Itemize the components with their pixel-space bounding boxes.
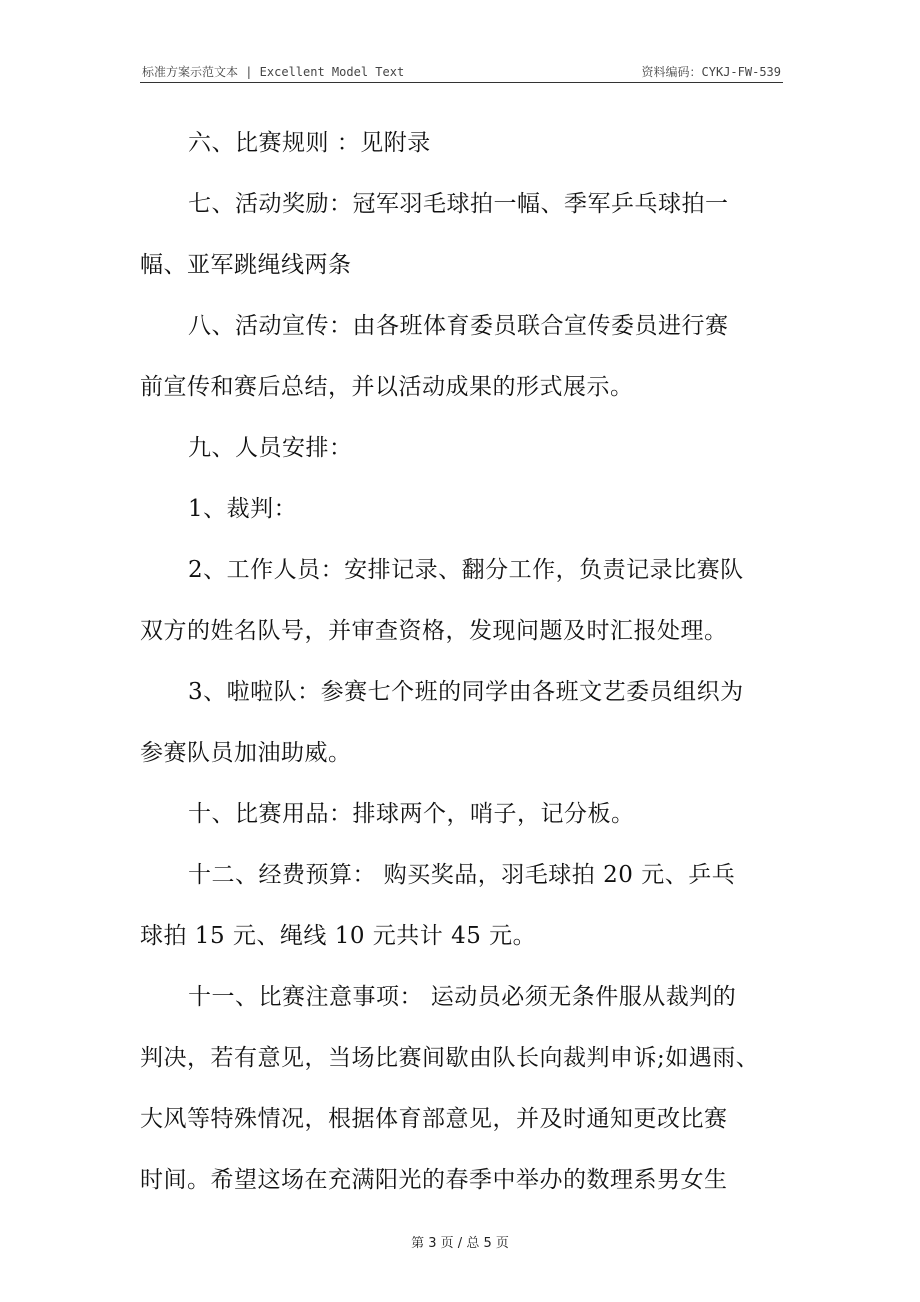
paragraph-line: 前宣传和赛后总结，并以活动成果的形式展示。: [140, 374, 634, 400]
paragraph-line: 六、比赛规则 ：见附录: [188, 130, 431, 156]
paragraph-line: 2、工作人员：安排记录、翻分工作，负责记录比赛队: [188, 557, 744, 583]
paragraph-line: 双方的姓名队号，并审查资格，发现问题及时汇报处理。: [140, 618, 728, 644]
paragraph-line: 十一、比赛注意事项： 运动员必须无条件服从裁判的: [188, 984, 737, 1010]
paragraph-line: 十二、经费预算： 购买奖品，羽毛球拍 20 元、乒乓: [188, 862, 736, 888]
page-footer: [0, 1232, 920, 1251]
paragraph-line: 参赛队员加油助威。: [140, 740, 352, 766]
header-title: 标准方案示范文本 | Excellent Model Text: [142, 65, 405, 79]
paragraph-line: 球拍 15 元、绳线 10 元共计 45 元。: [140, 923, 537, 949]
paragraph-line: 大风等特殊情况，根据体育部意见，并及时通知更改比赛: [140, 1106, 728, 1132]
paragraph-line: 幅、亚军跳绳线两条: [140, 252, 352, 278]
paragraph-line: 时间。希望这场在充满阳光的春季中举办的数理系男女生: [140, 1167, 728, 1193]
paragraph-line: 1、裁判：: [188, 496, 298, 522]
paragraph-line: 八、活动宣传：由各班体育委员联合宣传委员进行赛: [188, 313, 729, 339]
paragraph-line: 3、啦啦队：参赛七个班的同学由各班文艺委员组织为: [188, 679, 744, 705]
paragraph-line: 九、人员安排：: [188, 435, 353, 461]
paragraph-line: 七、活动奖励：冠军羽毛球拍一幅、季军乒乓球拍一: [188, 191, 729, 217]
page-header: [140, 60, 783, 83]
page-number: 第 3 页 / 总 5 页: [411, 1236, 509, 1251]
paragraph-line: 十、比赛用品：排球两个，哨子，记分板。: [188, 801, 635, 827]
document-code: 资料编码：CYKJ-FW-539: [641, 65, 781, 79]
paragraph-line: 判决，若有意见，当场比赛间歇由队长向裁判申诉;如遇雨、: [140, 1045, 760, 1071]
